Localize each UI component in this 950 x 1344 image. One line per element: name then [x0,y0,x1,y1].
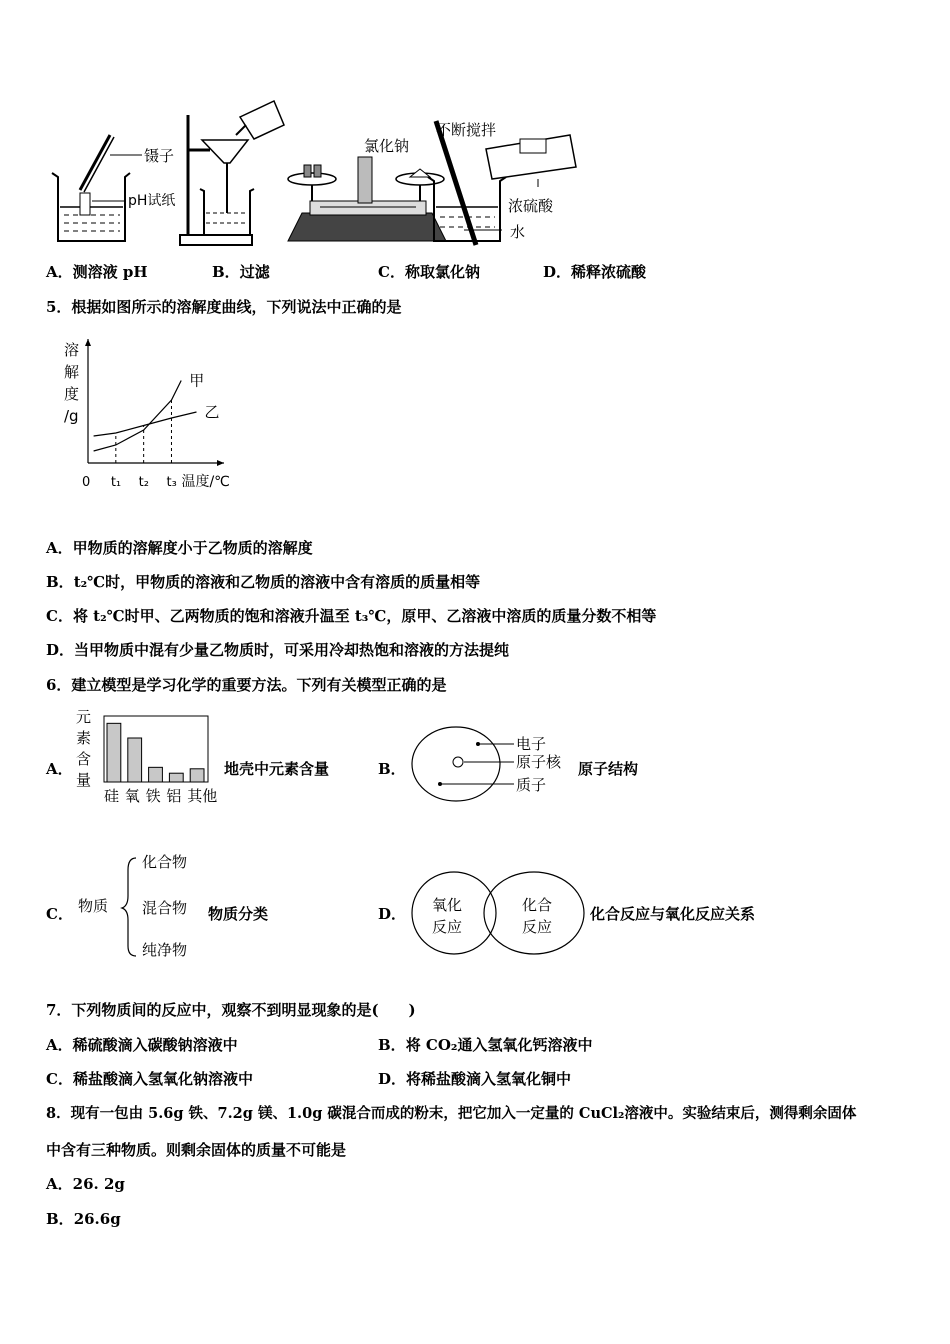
atom-label-nucleus: 原子核 [516,753,562,771]
series-label: 甲 [189,371,205,390]
q4-option-a[interactable]: A．测溶液 pH [46,263,148,281]
q6-crust-element-chart [74,706,224,806]
q4-figure-a [52,135,175,241]
venn-oxidation-line1: 氧化 [432,896,463,914]
series-label: 乙 [204,403,220,421]
q6-a-caption: 地壳中元素含量 [224,760,330,778]
q7-option-c[interactable]: C．稀盐酸滴入氢氧化钠溶液中 [46,1070,253,1088]
q6-atom-model [408,722,580,804]
q4-option-c[interactable]: C．称取氯化钠 [378,263,480,281]
q8-stem-line2: 中含有三种物质。则剩余固体的质量不可能是 [46,1141,347,1159]
classification-branch-pure: 纯净物 [142,941,188,959]
y-axis-label-char: 素 [76,729,92,747]
q4-label-tweezers: 镊子 [144,147,175,165]
x-axis-label: 温度/℃ [181,474,230,490]
atom-nucleus [453,757,463,767]
q5-option-c[interactable]: C．将 t₂℃时甲、乙两物质的饱和溶液升温至 t₃℃，原甲、乙溶液中溶质的质量分数不相等 [46,607,657,625]
q6-option-d[interactable]: D． [378,905,407,923]
venn-oxidation-line2: 反应 [432,918,463,936]
q4-option-d[interactable]: D．稀释浓硫酸 [543,263,647,281]
atom-label-proton: 质子 [516,776,547,794]
q5-stem: 5．根据如图所示的溶解度曲线，下列说法中正确的是 [46,298,402,316]
q6-b-caption: 原子结构 [578,760,639,778]
q4-figure-c [288,137,446,241]
y-axis-arrow [85,339,91,346]
q4-label-water: 水 [510,223,526,241]
q7-option-d[interactable]: D．将稀盐酸滴入氢氧化铜中 [378,1070,572,1088]
q7-option-b[interactable]: B．将 CO₂通入氢氧化钙溶液中 [378,1036,593,1054]
x-tick-label: t₂ [138,475,149,490]
q4-label-nacl: 氯化钠 [364,137,410,155]
q8-option-b[interactable]: B．26.6g [46,1210,121,1228]
y-axis-label-char: 度 [64,385,80,403]
bar-铁 [149,767,163,782]
q6-option-a[interactable]: A． [46,760,73,778]
venn-combination-line2: 反应 [522,918,553,936]
q7-option-a[interactable]: A．稀硫酸滴入碳酸钠溶液中 [46,1036,238,1054]
classification-brace [122,858,136,956]
x-tick-label: 铁 [145,787,161,805]
q6-option-b[interactable]: B． [378,760,406,778]
x-tick-label: 0 [82,475,91,490]
x-tick-label: t₃ [166,475,177,490]
bar-铝 [169,773,183,782]
series-line-乙 [94,412,197,436]
x-axis-arrow [217,460,224,466]
q4-label-ph-paper: pH试纸 [128,193,176,209]
bar-其他 [190,769,204,782]
classification-branch-compound: 化合物 [142,853,188,871]
q5-option-d[interactable]: D．当甲物质中混有少量乙物质时，可采用冷却热饱和溶液的方法提纯 [46,641,510,659]
q6-stem: 6．建立模型是学习化学的重要方法。下列有关模型正确的是 [46,676,447,694]
q6-classification-model [74,848,206,964]
q4-apparatus-figure [40,95,620,250]
bar-硅 [107,723,121,782]
q8-stem-line1: 8．现有一包由 5.6g 铁、7.2g 镁、1.0g 碳混合而成的粉末，把它加入一定量的 CuCl₂溶液中。实验结束后，测得剩余固体 [46,1105,857,1122]
bar-氧 [128,738,142,782]
x-tick-label: 铝 [166,787,182,805]
q4-option-b[interactable]: B．过滤 [212,263,270,281]
q6-option-c[interactable]: C． [46,905,73,923]
y-axis-label-char: 溶 [64,341,80,359]
q4-label-stir: 不断搅拌 [436,121,497,139]
q6-d-caption: 化合反应与氧化反应关系 [590,905,756,923]
x-tick-label: t₁ [110,475,122,490]
q5-option-a[interactable]: A．甲物质的溶解度小于乙物质的溶解度 [46,539,313,557]
q8-option-a[interactable]: A．26. 2g [46,1175,125,1193]
y-axis-label-char: 元 [76,708,92,726]
x-tick-label: 氧 [124,787,140,805]
q4-figure-b [180,101,284,245]
y-axis-label-char: 量 [76,771,92,789]
classification-branch-mixture: 混合物 [142,899,188,917]
y-axis-label-char: /g [64,407,79,425]
q4-label-conc-acid: 浓硫酸 [508,197,554,215]
y-axis-label-char: 含 [76,750,92,768]
classification-root: 物质 [78,897,109,915]
q6-c-caption: 物质分类 [208,905,269,923]
atom-label-electron: 电子 [516,735,547,753]
q7-stem: 7．下列物质间的反应中，观察不到明显现象的是( ) [46,1001,416,1019]
q5-option-b[interactable]: B．t₂℃时，甲物质的溶液和乙物质的溶液中含有溶质的质量相等 [46,573,481,591]
series-line-甲 [94,381,182,452]
x-tick-label: 其他 [187,787,218,805]
q5-solubility-chart [60,335,230,495]
q6-venn-diagram [404,868,590,960]
q4-figure-d [428,121,576,245]
x-tick-label: 硅 [104,787,120,805]
venn-combination-line1: 化合 [522,896,553,914]
y-axis-label-char: 解 [64,363,80,381]
